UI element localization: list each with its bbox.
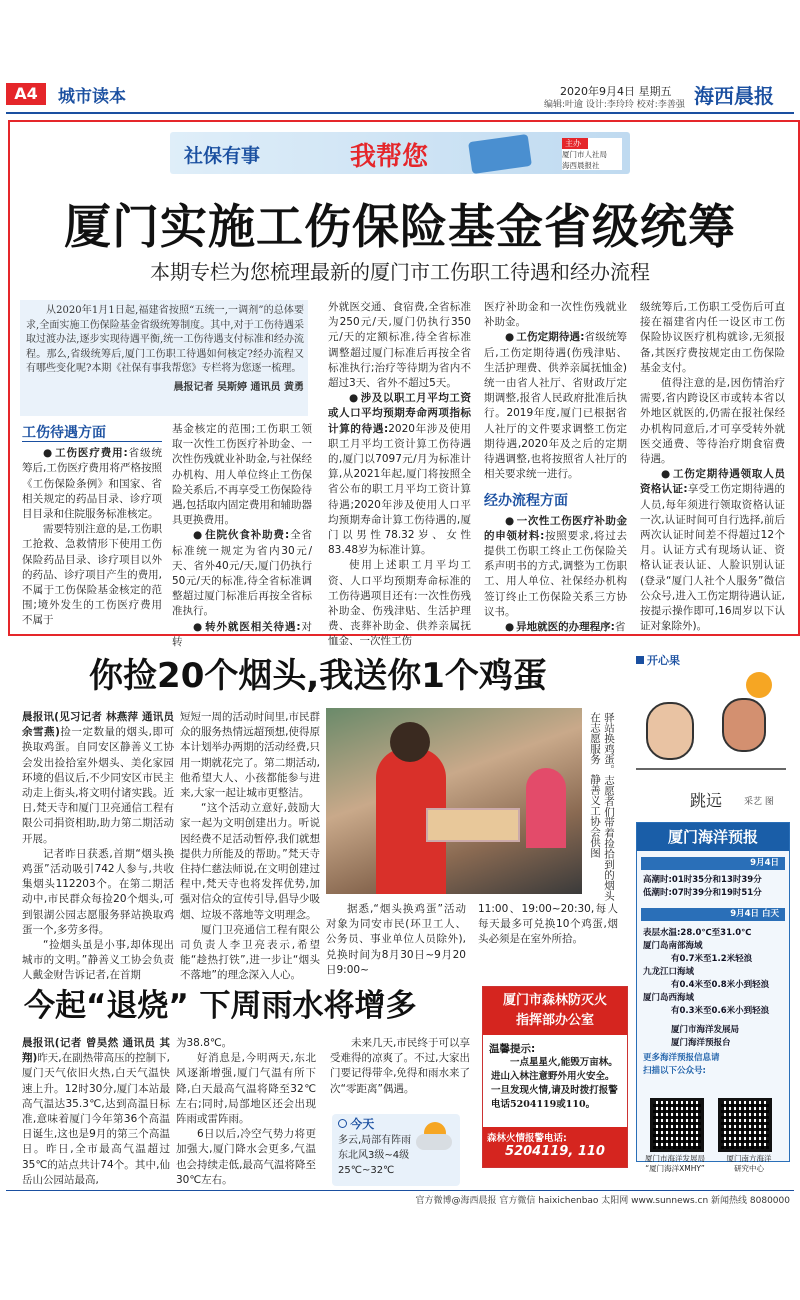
qr-code-2[interactable]	[718, 1098, 772, 1152]
marine-date-1: 9月4日	[641, 857, 785, 870]
photo-credit: 静善义工协会供图	[589, 773, 601, 858]
qr-2-label: 厦门南方海洋 研究中心	[726, 1154, 772, 1173]
area-3: 厦门岛西海域	[643, 993, 695, 1003]
page-number: A4	[6, 83, 46, 105]
article3-title: 今起“退烧” 下周雨水将增多	[24, 988, 417, 1024]
weather-circle-icon	[338, 1119, 347, 1128]
cartoon-column-tag: 开心果	[636, 652, 680, 668]
area-3-wave: 有0.3米至0.6米小到轻浪	[671, 1006, 770, 1016]
weather-box	[332, 1114, 460, 1186]
article3-col2: 为38.8℃。 好消息是,今明两天,东北风逐渐增强,厦门气温有所下降,白天最高气温将降至32℃左右;同时,局部地区还会出现阵雨或雷阵雨。 6日以后,冷空气势力将更加强大,厦门降水会更多,气温也会持续走低,最高气温将降至30℃左右。	[176, 1037, 316, 1186]
article1-col5: 级统筹后,工伤职工受伤后可直接在福建省内任一设区市工伤保险协议医疗机构就诊,无须报备,其医疗费按规定由工伤保险基金支付。 值得注意的是,因伤情治疗需要,省内跨设区市或转本省以外地区就医的,仍需在报社保经办机构同意后,才可享受转外就医交通费、等待治疗期食宿费待遇。 ● 工伤定期待遇领取人员资格认证:享受工伤定期待遇的人员,每年须进行领取资格认证一次,认证时间可自行选择,前后两次认证时间差不得超过12个月。认证方式有现场认证、资格认证表认证、人脸识别认证(登录“厦门人社个人服务”微信公众号,进入工伤定期待遇认证,按提示操作即可,16周岁以下认证对象除外)。	[640, 300, 785, 634]
fire-hotline-bar: 森林火情报警电话: 5204119, 110	[483, 1127, 627, 1167]
photo-child	[526, 768, 566, 848]
marine-date-2: 9月4日 白天	[641, 908, 785, 921]
fire-tip-body: 一点星星火,能毁万亩林。进山入林注意野外用火安全。一旦发现火情,请及时拨打报警电话5204119或110。	[491, 1057, 618, 1110]
article2-col2: 短短一周的活动时间里,市民群众的服务热情远超预想,使得原本计划举办两期的活动经费,只用一期就花完了。第二期活动,他希望大人、小孩都能参与进来,大家一起让城市更整洁。 “这个活动立意好,鼓励大家一起为文明创建出力。听说因经费不足活动暂停,我们就想提供力所能及的帮助。”梵天寺住持仁慈法师说,在文明创建过程中,梵天寺也将发挥优势,加强对信众的宣传引导,倡导少吸烟、垃圾不落地等文明理念。 厦门卫亮通信工程有限公司负责人李卫亮表示,希望能“趁热打铁”,进一步让“烟头不落地”的理念深入人心。	[180, 711, 320, 982]
header-rule	[6, 112, 794, 114]
article3-col3: 未来几天,市民终于可以享受难得的凉爽了。不过,大家出门要记得带伞,免得和雨水来了次“零距离”偶遇。	[330, 1037, 470, 1095]
marine-org-2: 厦门海洋预报台	[671, 1038, 731, 1048]
square-icon	[636, 656, 644, 664]
photo-person-head	[390, 722, 430, 762]
scan-text-1: 更多海洋预报信息请	[643, 1053, 720, 1063]
article1-col4: 医疗补助金和一次性伤残就业补助金。 ● 工伤定期待遇:省级统筹后,工伤定期待遇(伤残津贴、生活护理费、供养亲属抚恤金)统一由省人社厅、省财政厅定期调整,报省人民政府批准后执行。2019年度,厦门已根据省人社厅的文件要求调整工伤定期待遇,2020年及之后的定期待遇调整,也将按照省人社厅的相关要求统一进行。 经办流程方面 ● 一次性工伤医疗补助金的申领材料:按照要求,将过去提供工伤职工终止工伤保险关系声明书的方式,调整为工伤职工、用人单位、社保经办机构签订终止工伤保险关系三方协议书。 ● 异地就医的办理程序:省	[484, 300, 627, 635]
article2-col4: 11:00、19:00~20:30,每人每天最多可兑换10个鸡蛋,烟头必须是在室外所拾。	[478, 903, 618, 946]
photo-egg-tray	[426, 808, 520, 842]
column-banner	[170, 132, 630, 174]
article3-col1: 晨报讯(记者 曾昊然 通讯员 其翔)昨天,在副热带高压的控制下,厦门天气依旧火热,白天气温快速上升。12时30分,厦门本站最高气温达35.3℃,达到高温日标准,意味着厦门今年第36个高温日诞生,这也是9月的第三个高温日。昨日,全市最高气温超过35℃的站点共计74个。其中,仙岳山公园站最高,	[22, 1037, 170, 1186]
card-graphic	[468, 134, 532, 174]
article2-title: 你捡20个烟头,我送你1个鸡蛋	[89, 656, 547, 696]
article1-col1: 工伤待遇方面 ● 工伤医疗费用:省级统筹后,工伤医疗费用将严格按照《工伤保险条例》和国家、省相关规定的药品目录、诊疗项目目录和住院服务标准核定。 需要特别注意的是,工伤职工抢救、急救情形下使用工伤保险药品目录、诊疗项目以外的药品、诊疗项目产生的费用,不属于工伤保险基金核定的范围;境外发生的工伤医疗费用不属于	[22, 420, 162, 629]
cartoon-author: 采艺 图	[744, 797, 774, 807]
cartoon-image	[636, 672, 786, 782]
cloud-icon	[416, 1134, 452, 1150]
sec-head-benefits: 工伤待遇方面	[22, 426, 162, 442]
surface-temp: 表层水温:28.0℃至31.0℃	[643, 928, 752, 938]
footer-text: 官方微博@海西晨报 官方微信 haixichenbao 太阳网 www.sunnews.cn 新闻热线 8080000	[415, 1196, 790, 1206]
host-2: 海西晨报社	[562, 161, 600, 170]
article1-lead: 从2020年1月1日起,福建省按照“五统一,一调剂”的总体要求,全面实施工伤保险基金省级统筹制度。其中,对于工伤待遇采取过渡办法,逐步实现待遇平衡,统一工伤待遇支付标准和经办流程。那么,省级统筹后,厦门工伤职工待遇如何核定?经办流程又有哪些变化呢?本期《社保有事我帮您》专栏将为您逐一梳理。 晨报记者 吴斯婷 通讯员 黄勇	[26, 304, 304, 395]
fire-ad	[482, 986, 628, 1168]
cartoon-ground	[636, 768, 786, 770]
area-1-wave: 有0.7米至1.2米轻浪	[671, 954, 753, 964]
article1-byline: 晨报记者 吴斯婷 通讯员 黄勇	[173, 381, 304, 393]
banner-title-2: 我帮您	[350, 142, 429, 172]
weather-day: 今天	[350, 1117, 375, 1131]
section-name: 城市读本	[58, 87, 126, 107]
marine-title: 厦门海洋预报	[637, 823, 789, 851]
article2-col1: 晨报讯(见习记者 林燕萍 通讯员 余雪燕)捡一定数量的烟头,即可换取鸡蛋。自同安区静善义工协会发出捡拾室外烟头、美化家园环境的倡议后,不少同安区市民主动走上街头,将文明付诸实践。近日,梵天寺和厦门卫亮通信工程有限公司捐资相助,助力第二期活动开展。 记者昨日获悉,首期“烟头换鸡蛋”活动吸引742人参与,共收集烟头112203个。在第二期活动中,市民群众每捡20个烟头,可到银湖公园志愿服务驿站换取鸡蛋一个,多劳多得。 “捡烟头虽是小事,却体现出城市的文明。”静善义工协会负责人戴金财告诉记者,在首期	[22, 711, 174, 982]
article2-col3: 据悉,“烟头换鸡蛋”活动对象为同安市民(环卫工人、公务员、事业单位人员除外),兑换时间为8月30日~9月20日9:00~	[326, 903, 466, 976]
host-box	[562, 138, 622, 170]
marine-org-1: 厦门市海洋发展局	[671, 1025, 740, 1035]
banner-title-1: 社保有事	[184, 145, 261, 167]
footer-rule	[6, 1190, 794, 1191]
area-2-wave: 有0.4米至0.8米小到轻浪	[671, 980, 770, 990]
editor-line: 编辑:叶逾 设计:李玲玲 校对:李善强	[544, 100, 685, 110]
weather-desc: 多云,局部有阵雨	[338, 1135, 412, 1146]
news-photo	[326, 708, 582, 894]
area-2: 九龙江口海域	[643, 967, 695, 977]
page-header	[0, 80, 800, 110]
cartoon-title: 跳远	[690, 791, 723, 810]
article1-col2: 基金核定的范围;工伤职工领取一次性工伤医疗补助金、一次性伤残就业补助金,与社保经办机构、用人单位终止工伤保险关系后,不再享受工伤保险待遇,包括取内固定费用和辅助器具更换费用。 ● 住院伙食补助费:全省标准统一规定为省内30元/天、省外40元/天,厦门仍执行50元/天的标准,待全省标准调整超过厦门标准后再按全省标准执行。 ● 转外就医相关待遇:对转	[172, 422, 312, 650]
fire-hotline: 5204119, 110	[505, 1144, 605, 1159]
fire-tip-head: 温馨提示:	[489, 1043, 536, 1055]
scan-text-2: 扫描以下公众号:	[643, 1066, 706, 1076]
photo-caption: 驿站换鸡蛋。志愿者们带着捡拾到的烟头在志愿服务 静善义工协会供图	[589, 712, 615, 901]
article1-col3: 外就医交通、食宿费,全省标准为250元/天,厦门仍执行350元/天的定额标准,待全省标准调整超过厦门标准后再按全省标准执行;治疗等待期为省内不超过3天、省外不超过5天。 ● 涉及以职工月平均工资或人口平均预期寿命两项指标计算的待遇:2020年涉及使用职工月平均工资计算工伤待遇的,厦门以7097元/月为标准计算,从2021年起,厦门将按照全省公布的职工月平均工资计算待遇;2020年涉及使用人口平均预期寿命计算工伤待遇的,厦门以男性78.32岁、女性83.48岁为标准计算。 使用上述职工月平均工资、人口平均预期寿命标准的工伤待遇项目还有:一次性伤残补助金、伤残津贴、生活护理费、丧葬补助金、供养亲属抚恤金、一次性工伤	[328, 300, 471, 650]
sec-head-procedure: 经办流程方面	[484, 493, 568, 510]
cartoon-rabbit-2	[722, 698, 766, 752]
sun-icon	[746, 672, 772, 698]
paper-logo: 海西晨报	[694, 84, 774, 108]
date-line: 2020年9月4日 星期五	[560, 85, 672, 98]
area-1: 厦门岛南部海域	[643, 941, 703, 951]
qr-code-1[interactable]	[650, 1098, 704, 1152]
low-tide: 低潮时:07时39分和19时51分	[643, 888, 762, 898]
fire-ad-header: 厦门市森林防灭火 指挥部办公室	[483, 987, 627, 1035]
high-tide: 高潮时:01时35分和13时39分	[643, 875, 762, 885]
article1-title: 厦门实施工伤保险基金省级统筹	[64, 200, 736, 255]
article1-subtitle: 本期专栏为您梳理最新的厦门市工伤职工待遇和经办流程	[150, 260, 650, 284]
weather-temp: 25℃~32℃	[338, 1165, 395, 1176]
host-1: 厦门市人社局	[562, 150, 607, 159]
weather-wind: 东北风3级~4级	[338, 1150, 410, 1161]
qr-1-label: 厦门市海洋发展局 “厦门海洋XMHY”	[645, 1154, 705, 1173]
cartoon-rabbit	[646, 702, 694, 760]
host-label: 主办	[562, 138, 588, 149]
